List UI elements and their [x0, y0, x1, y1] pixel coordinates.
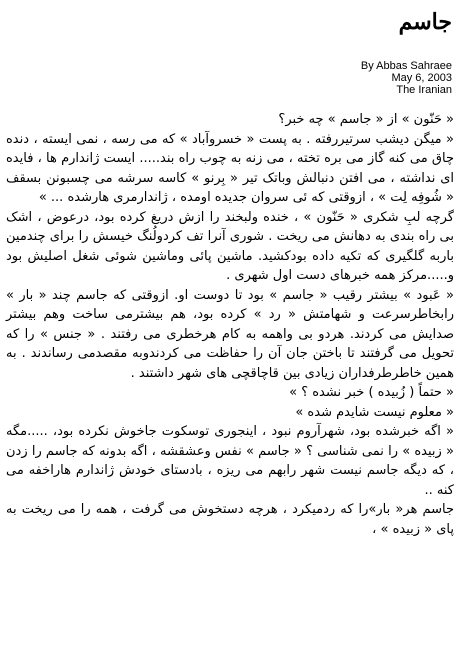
- source-line: The Iranian: [396, 84, 452, 96]
- paragraph-6: « معلوم نیست شایدم شده »: [295, 404, 454, 420]
- paragraph-5: « حتماً ( زُبیده ) خبر نشده ؟ »: [289, 385, 454, 400]
- paragraph-8: جاسم هر« بار»را که ردمیکرد ، هرچه دستخوش می گرفت ، همه را می ریخت به پای « زبیده » ،: [6, 502, 454, 537]
- paragraph-7: « اگه خبرشده بود، شهرآروم نبود ، اینجوری توسکوت جاخوش نکرده بود، .....مگه « زبیده » را نمی شناسی ؟ « جاسم » نفس وعشقشه ، اگه بدونه که جاسم را زدن ، که دیگه جاسم نیست شهر رابهم می ریزه ، بادستای خودش ژاندارم هاراخفه می کنه ..: [6, 424, 454, 498]
- byline: [361, 60, 452, 96]
- paragraph-4: « عَبود » بیشتر رقیب « جاسم » بود تا دوست او. ازوقتی که جاسم چند « بار » رابخاطرسرعت و شهامتش « رد » کرده بود، هم بیشترمی ساخت وهم بیشتر صدایش می کردند. هردو بی واهمه به کام هرخطری می رفتند . « جنس » را که تحویل می گرفتند تا باختن جان آن را حفاظت می کردندوبه مقصدمی رساندند . به همین خاطرطرفداران زیادی بین قاچاقچی های شهر داشتند .: [6, 287, 454, 381]
- paragraph-3: گرچه لبِ شکری « حَنّون » ، خنده ولبخند را ازش دریغ کرده بود، درعوض ، اشک بی راه بندی به دهانش می ریخت . شوری آنرا تف کردولُنگ خیسش را برای چندمین باربه گلگیری که تکیه داده بودکشید. ماشین پائی وماشین شوئی شغل اصلیش بود و.....مرکز همه خبرهای دست اول شهری .: [6, 209, 454, 283]
- article-title: جاسم: [398, 9, 452, 35]
- date-line: May 6, 2003: [391, 72, 452, 84]
- author-line: By Abbas Sahraee: [360, 60, 452, 72]
- article-body: [6, 110, 454, 539]
- paragraph-2: « میگن دیشب سرتیررفته . به پست « خسروآباد » که می رسه ، نمی ایسته ، دنده چاق می کنه گاز می بره تخته ، می زنه به چوب راه بند..... ایست ژاندارم ها ، فایده ای نداشته ، می افتن دنبالش وباتک تیر « بِرنو » کاسه سرشه می چسبونن بسقف « شُوفِه لِت » ، ازوقتی که ئی سروان جدیده اومده ، ژاندارمری هارشده ... »: [6, 131, 454, 205]
- paragraph-1: « حَنّون » از « جاسم » چه خبر؟: [278, 112, 454, 127]
